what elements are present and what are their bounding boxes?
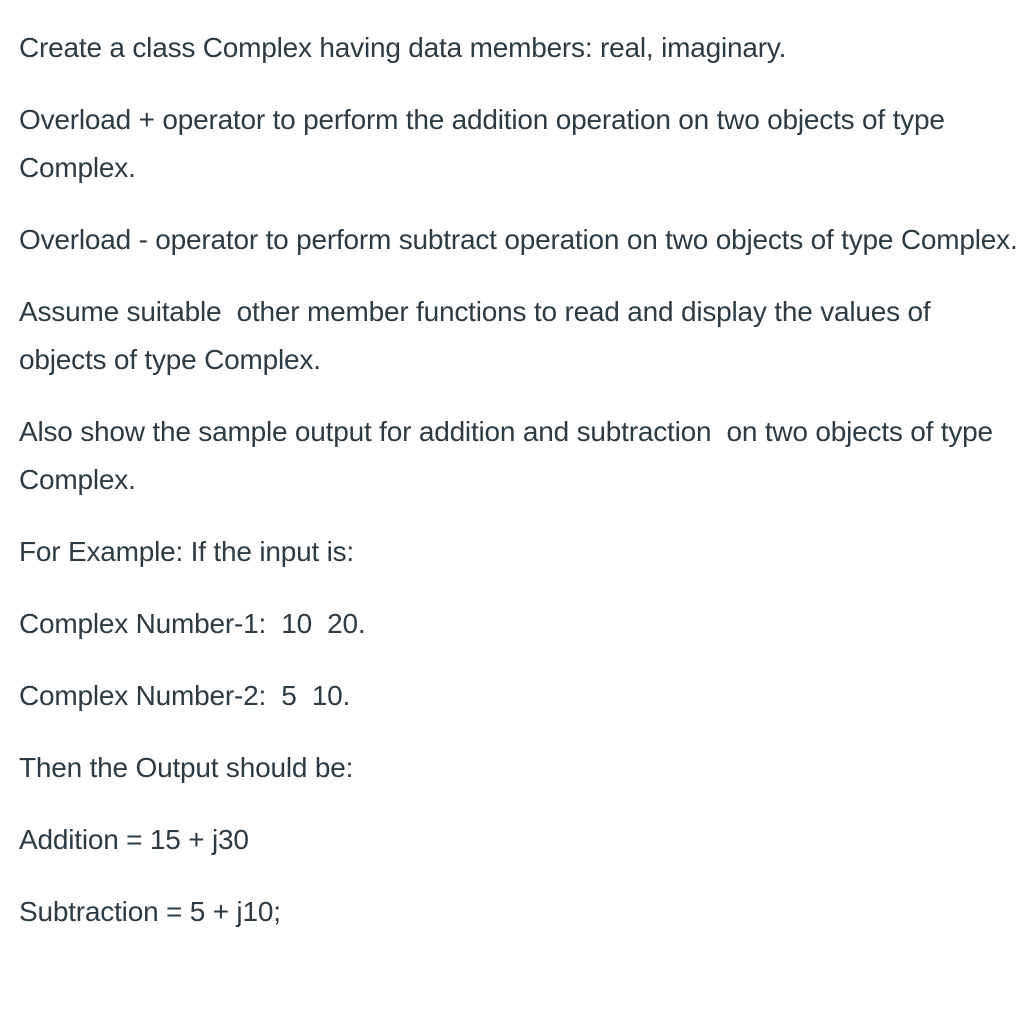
paragraph-output-intro: Then the Output should be: — [19, 752, 354, 783]
paragraph-overload-plus: Overload + operator to perform the addition operation on two objects of type Complex. — [19, 104, 953, 183]
paragraph-addition-result: Addition = 15 + j30 — [19, 824, 249, 855]
paragraph-example-intro: For Example: If the input is: — [19, 536, 355, 567]
paragraph-sample-output: Also show the sample output for addition and subtraction on two objects of type Complex. — [19, 416, 1001, 495]
paragraph-member-functions: Assume suitable other member functions to read and display the values of objects of type Complex. — [19, 296, 939, 375]
paragraph-complex-number-1: Complex Number-1: 10 20. — [19, 608, 366, 639]
paragraph-class-definition: Create a class Complex having data members: real, imaginary. — [19, 32, 787, 63]
question-text — [19, 24, 1019, 960]
paragraph-subtraction-result: Subtraction = 5 + j10; — [19, 896, 281, 927]
paragraph-complex-number-2: Complex Number-2: 5 10. — [19, 680, 351, 711]
paragraph-overload-minus: Overload - operator to perform subtract operation on two objects of type Complex. — [19, 224, 1018, 255]
